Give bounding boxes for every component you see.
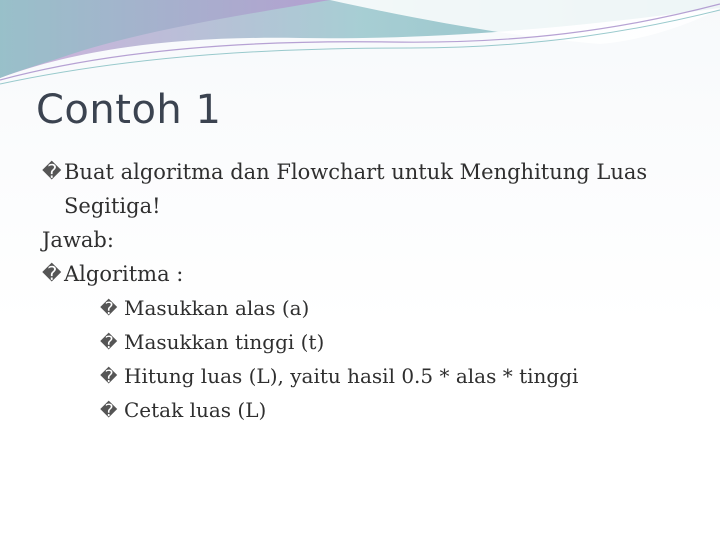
step-text: Hitung luas (L), yaitu hasil 0.5 * alas * tinggi: [124, 364, 579, 388]
intro-line-1: Buat algoritma dan Flowchart untuk Menghitung Luas: [64, 160, 648, 184]
step-text: Masukkan tinggi (t): [124, 330, 325, 354]
slide-title: Contoh 1: [36, 87, 222, 133]
header-wave-decoration: [0, 0, 720, 90]
algorithm-steps-list: [42, 291, 692, 427]
list-item: [100, 325, 692, 359]
bullet-icon: �: [42, 263, 62, 285]
intro-line-2: Segitiga!: [64, 194, 161, 218]
intro-paragraph: [42, 155, 692, 223]
bullet-icon: �: [100, 299, 118, 319]
bullet-icon: �: [42, 161, 62, 183]
algorithm-label: Algoritma :: [64, 262, 184, 286]
step-text: Masukkan alas (a): [124, 296, 310, 320]
answer-label: Jawab:: [42, 228, 114, 252]
step-text: Cetak luas (L): [124, 398, 267, 422]
bullet-icon: �: [100, 367, 118, 387]
slide-body: [42, 155, 692, 427]
list-item: [100, 291, 692, 325]
bullet-icon: �: [100, 401, 118, 421]
algorithm-heading: [42, 257, 692, 291]
list-item: [100, 393, 692, 427]
bullet-icon: �: [100, 333, 118, 353]
list-item: [100, 359, 692, 393]
